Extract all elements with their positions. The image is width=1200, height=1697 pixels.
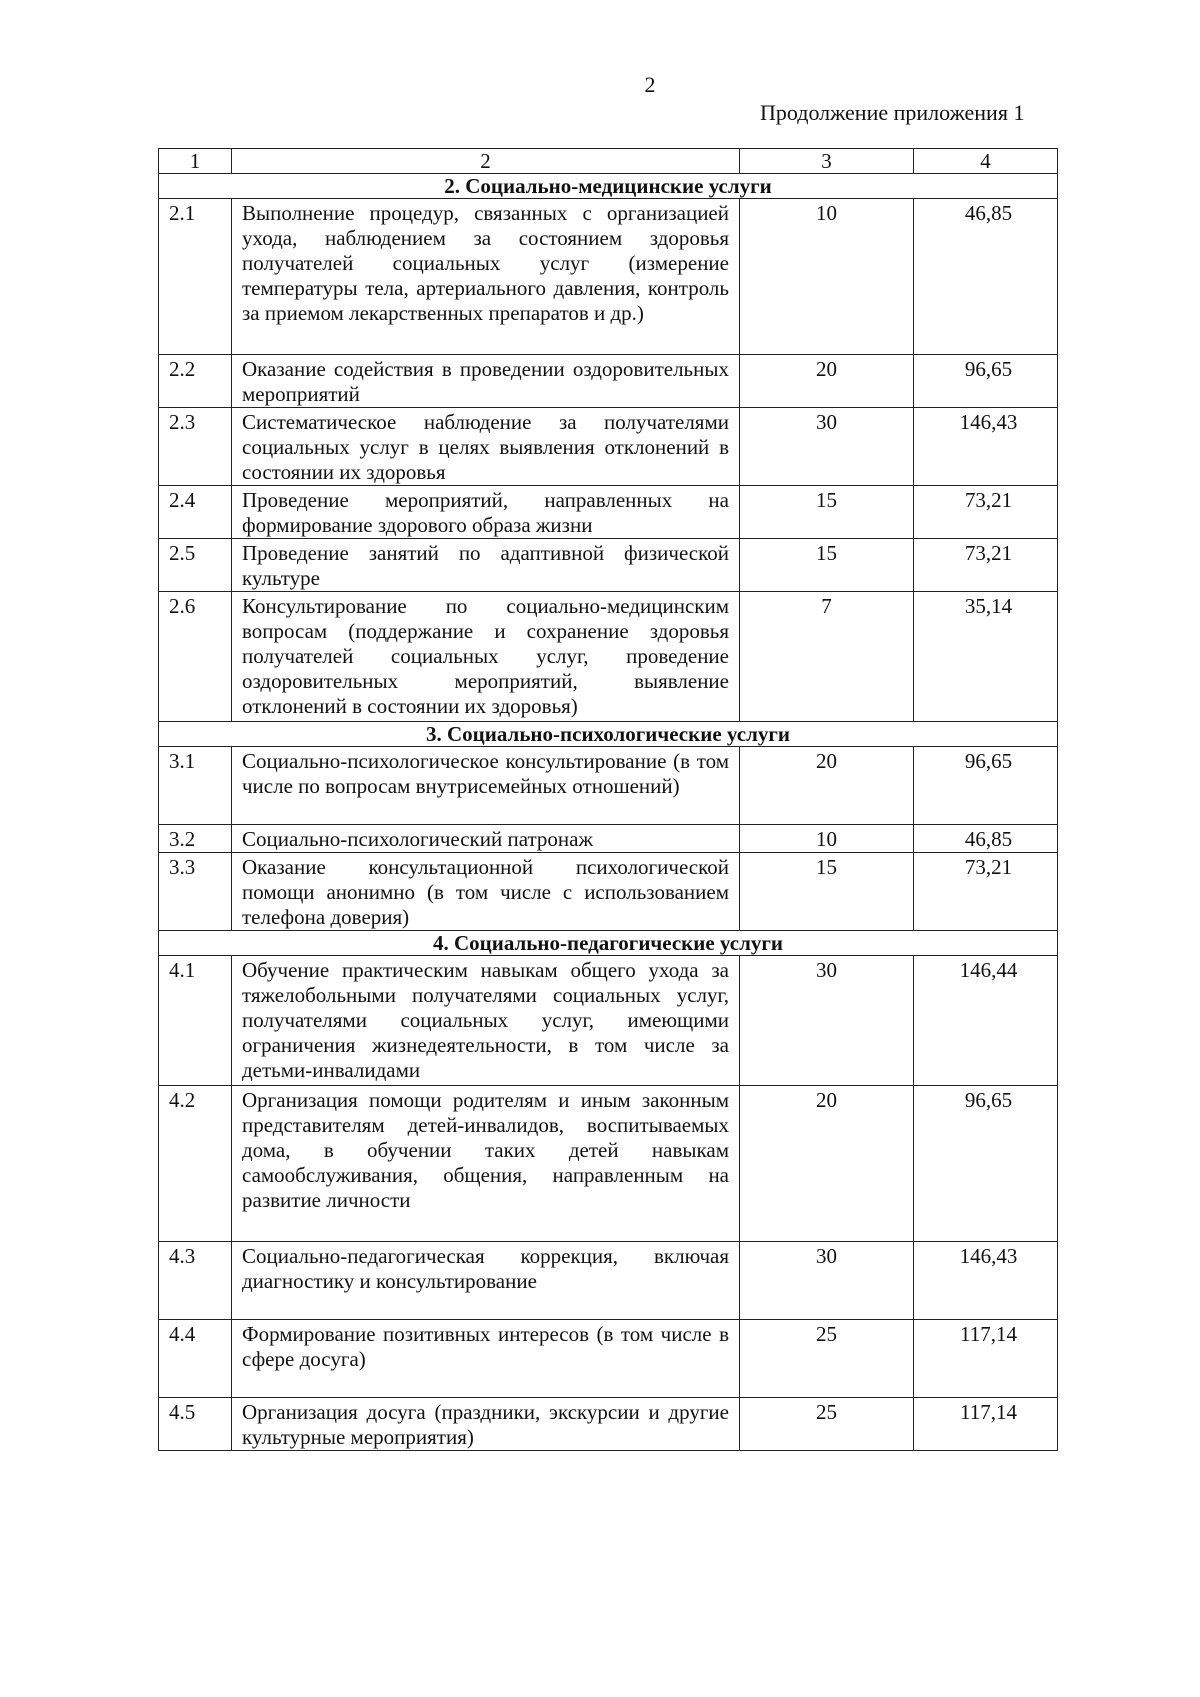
service-quantity: 10: [740, 199, 914, 355]
table-row: [159, 486, 1058, 539]
row-number: 4.4: [159, 1320, 232, 1398]
row-number: 2.1: [159, 199, 232, 355]
table-row: [159, 199, 1058, 355]
row-number: 2.6: [159, 592, 232, 722]
service-price: 73,21: [914, 486, 1058, 539]
column-number: 3: [740, 149, 914, 174]
table-row: [159, 408, 1058, 486]
service-price: 96,65: [914, 747, 1058, 825]
service-quantity: 15: [740, 853, 914, 931]
row-number: 4.5: [159, 1398, 232, 1451]
row-number: 3.3: [159, 853, 232, 931]
section-header: [159, 174, 1058, 199]
service-quantity: 30: [740, 956, 914, 1086]
table-row: [159, 355, 1058, 408]
service-name: Оказание содействия в проведении оздоровительных мероприятий: [232, 355, 740, 408]
service-quantity: 25: [740, 1398, 914, 1451]
table-row: [159, 825, 1058, 853]
table-row: [159, 956, 1058, 1086]
table-row: [159, 592, 1058, 722]
section-title: 3. Социально-психологические услуги: [159, 722, 1058, 747]
row-number: 2.2: [159, 355, 232, 408]
service-quantity: 25: [740, 1320, 914, 1398]
row-number: 2.3: [159, 408, 232, 486]
service-name: Оказание консультационной психологической помощи анонимно (в том числе с использованием телефона доверия): [232, 853, 740, 931]
table-row: [159, 1086, 1058, 1242]
service-name: Социально-педагогическая коррекция, включая диагностику и консультирование: [232, 1242, 740, 1320]
service-name: Социально-психологический патронаж: [232, 825, 740, 853]
column-number: 2: [232, 149, 740, 174]
table-row: [159, 1398, 1058, 1451]
service-name: Организация досуга (праздники, экскурсии и другие культурные мероприятия): [232, 1398, 740, 1451]
service-quantity: 10: [740, 825, 914, 853]
row-number: 3.1: [159, 747, 232, 825]
service-quantity: 20: [740, 1086, 914, 1242]
row-number: 4.1: [159, 956, 232, 1086]
service-price: 96,65: [914, 355, 1058, 408]
service-price: 96,65: [914, 1086, 1058, 1242]
table-row: [159, 539, 1058, 592]
service-quantity: 15: [740, 486, 914, 539]
service-name: Выполнение процедур, связанных с организацией ухода, наблюдением за состоянием здоровья получателей социальных услуг (измерение температуры тела, артериального давления, контроль за приемом лекарственных препаратов и др.): [232, 199, 740, 355]
service-name: Консультирование по социально-медицинским вопросам (поддержание и сохранение здоровья получателей социальных услуг, проведение оздоровительных мероприятий, выявление отклонений в состоянии их здоровья): [232, 592, 740, 722]
section-header: [159, 722, 1058, 747]
row-number: 4.2: [159, 1086, 232, 1242]
service-price: 146,43: [914, 1242, 1058, 1320]
row-number: 4.3: [159, 1242, 232, 1320]
service-quantity: 7: [740, 592, 914, 722]
service-name: Формирование позитивных интересов (в том числе в сфере досуга): [232, 1320, 740, 1398]
service-quantity: 20: [740, 747, 914, 825]
service-name: Проведение мероприятий, направленных на формирование здорового образа жизни: [232, 486, 740, 539]
section-title: 2. Социально-медицинские услуги: [159, 174, 1058, 199]
service-price: 46,85: [914, 199, 1058, 355]
service-price: 146,44: [914, 956, 1058, 1086]
service-price: 146,43: [914, 408, 1058, 486]
service-price: 117,14: [914, 1398, 1058, 1451]
service-name: Проведение занятий по адаптивной физической культуре: [232, 539, 740, 592]
section-header: [159, 931, 1058, 956]
table-row: [159, 1320, 1058, 1398]
service-quantity: 30: [740, 408, 914, 486]
table-row: [159, 1242, 1058, 1320]
service-price: 117,14: [914, 1320, 1058, 1398]
row-number: 2.5: [159, 539, 232, 592]
service-quantity: 20: [740, 355, 914, 408]
service-quantity: 15: [740, 539, 914, 592]
row-number: 3.2: [159, 825, 232, 853]
service-price: 46,85: [914, 825, 1058, 853]
service-quantity: 30: [740, 1242, 914, 1320]
service-name: Обучение практическим навыкам общего ухода за тяжелобольными получателями социальных услуг, получателями социальных услуг, имеющими ограничения жизнедеятельности, в том числе за детьми-инвалидами: [232, 956, 740, 1086]
table-row: [159, 747, 1058, 825]
section-title: 4. Социально-педагогические услуги: [159, 931, 1058, 956]
column-number: 1: [159, 149, 232, 174]
column-number: 4: [914, 149, 1058, 174]
continuation-label: Продолжение приложения 1: [760, 100, 1025, 125]
service-price: 73,21: [914, 853, 1058, 931]
service-name: Организация помощи родителям и иным законным представителям детей-инвалидов, воспитываемых дома, в обучении таких детей навыкам самообслуживания, общения, направленным на развитие личности: [232, 1086, 740, 1242]
service-price: 35,14: [914, 592, 1058, 722]
column-numbers-row: [159, 149, 1058, 174]
service-price: 73,21: [914, 539, 1058, 592]
services-table: [158, 148, 1058, 1451]
table-row: [159, 853, 1058, 931]
service-name: Систематическое наблюдение за получателями социальных услуг в целях выявления отклонений в состоянии их здоровья: [232, 408, 740, 486]
page-number: 2: [644, 72, 656, 97]
row-number: 2.4: [159, 486, 232, 539]
service-name: Социально-психологическое консультирование (в том числе по вопросам внутрисемейных отношений): [232, 747, 740, 825]
